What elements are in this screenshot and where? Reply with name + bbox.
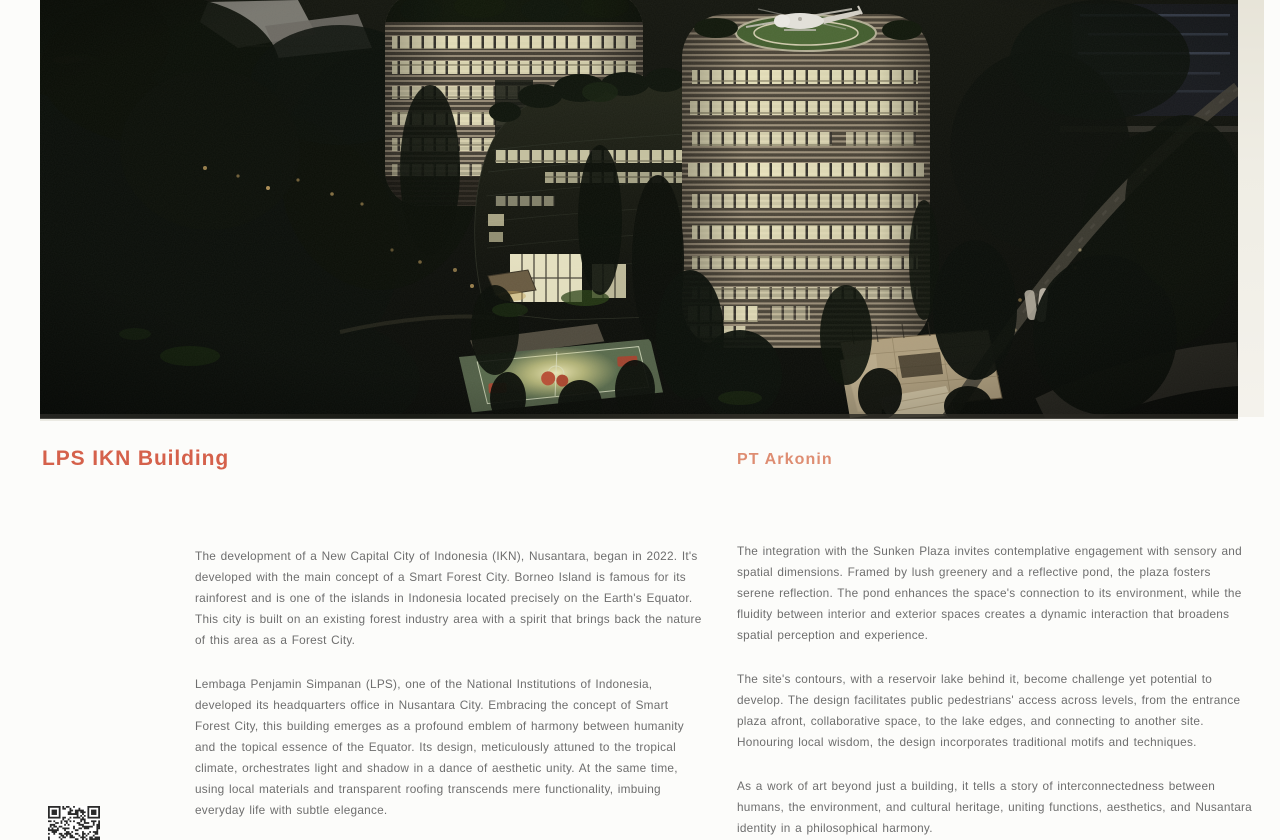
hero-photo-art [40,0,1238,418]
left-paragraph-2: Lembaga Penjamin Simpanan (LPS), one of the National Institutions of Indonesia, developed its headquarters office in Nusantara City. Embracing the concept of Smart Forest City, this building emerges as a profound emblem of harmony between humanity and the topical essence of the Equator. Its design, meticulously attuned to the tropical climate, orchestrates light and shadow in a dance of aesthetic unity. At the same time, using local materials and transparent roofing transcends mere functionality, imbuing everyday life with subtle elegance. [195,677,684,817]
hero-photo [40,0,1238,418]
vignette [40,0,1238,418]
right-column [737,541,1252,840]
qr-code [48,806,100,840]
right-paragraph-3: As a work of art beyond just a building, it tells a story of interconnectedness between humans, the environment, and cultural heritage, uniting functions, aesthetics, and Nusantara identity in a philosophical harmony. [737,779,1252,835]
right-paragraph-2: The site's contours, with a reservoir lake behind it, become challenge yet potential to develop. The design facilitates public pedestrians' access across levels, from the entrance plaza afront, collaborative space, to the lake edges, and connecting to another site. Honouring local wisdom, the design incorporates traditional motifs and techniques. [737,672,1241,749]
right-paragraph-1: The integration with the Sunken Plaza invites contemplative engagement with sensory and spatial dimensions. Framed by lush greenery and a reflective pond, the plaza fosters serene reflection. The pond enhances the space's connection to its environment, while the fluidity between interior and exterior spaces creates a dynamic interaction that broadens spatial perception and experience. [737,544,1242,642]
scan-edge-strip [1238,0,1264,417]
qr-code-art [48,806,100,840]
architect-name: PT Arkonin [737,451,833,468]
left-column [195,546,705,840]
project-title: LPS IKN Building [42,447,230,470]
photo-bottom-edge [40,414,1238,421]
left-paragraph-1: The development of a New Capital City of Indonesia (IKN), Nusantara, began in 2022. It's developed with the main concept of a Smart Forest City. Borneo Island is famous for its rainforest and is one of the islands in Indonesia located precisely on the Earth's Equator. This city is built on an existing forest industry area with a spirit that brings back the nature of this area as a Forest City. [195,549,702,647]
